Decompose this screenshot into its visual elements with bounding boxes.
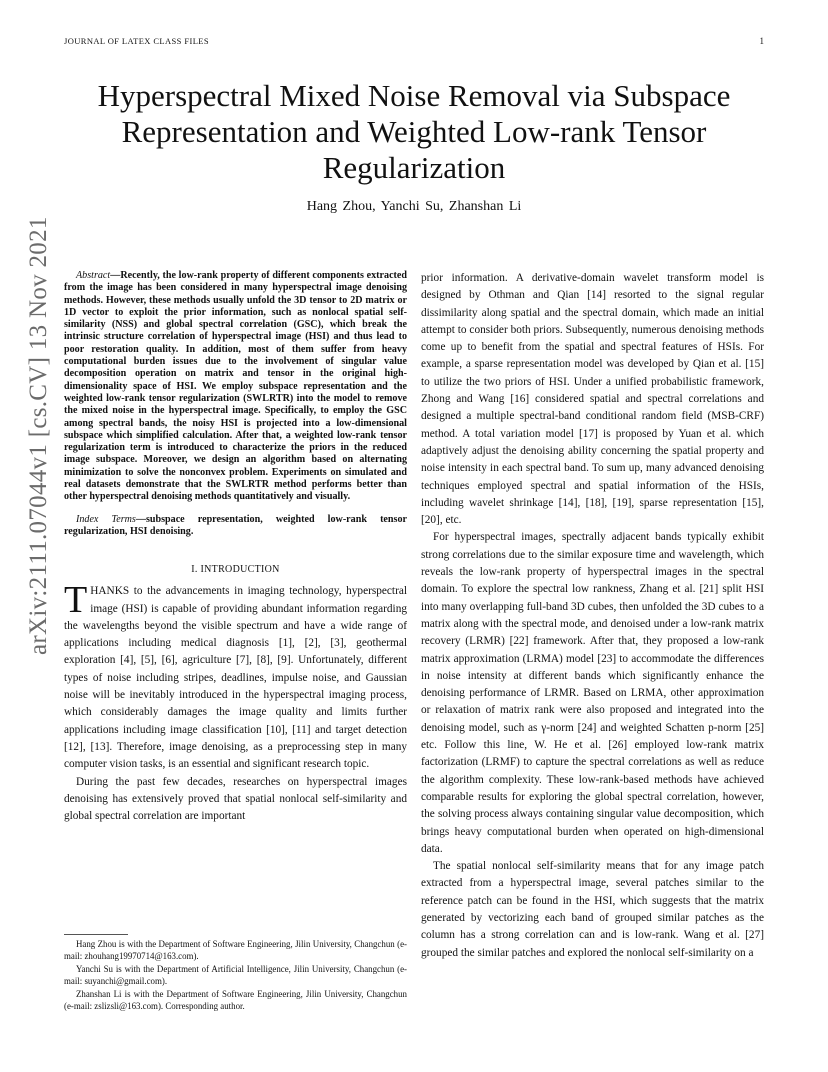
intro-paragraph-2: During the past few decades, researches on hyperspectral images denoising has extensively proved that spatial nonlocal self-similarity and global spectral correlation are important — [64, 775, 407, 823]
paper-title: Hyperspectral Mixed Noise Removal via Subspace Representation and Weighted Low-rank Tensor Regularization — [97, 78, 731, 185]
running-header: JOURNAL OF LATEX CLASS FILES — [64, 36, 210, 46]
footnote-divider — [64, 934, 128, 935]
section-heading: I. INTRODUCTION — [191, 564, 280, 576]
footnote-author-1: Hang Zhou is with the Department of Software Engineering, Jilin University, Changchun (e-mail: zhouhang19970714@163.com). — [64, 939, 407, 962]
footnote-author-2: Yanchi Su is with the Department of Artificial Intelligence, Jilin University, Changchun (e-mail: suyanchi@gmail.com). — [64, 963, 407, 987]
page-number: 1 — [759, 36, 764, 46]
right-column — [421, 270, 764, 962]
footnotes — [64, 938, 407, 1012]
left-column — [64, 270, 407, 825]
author-list: Hang Zhou, Yanchi Su, Zhanshan Li — [306, 199, 522, 214]
index-terms — [64, 514, 407, 539]
footnote-author-3: Zhanshan Li is with the Department of Software Engineering, Jilin University, Changchun (e-mail: zslizsli@163.com). Corresponding author. — [64, 988, 407, 1012]
intro-paragraph-1-text: HANKS to the advancements in imaging technology, hyperspectral image (HSI) is capable of providing abundant information regarding the wavelengths beyond the visible spectrum and have a wide range of applications including medical diagnosis [1], [2], [3], geothermal exploration [4], [5], [6], agriculture [7], [8], [9]. Unfortunately, different types of noise including stripes, deadlines, impulse noise, and Gaussian noise will be inevitably introduced in the hyperspectral imaging process, which considerably damages the image quality and limits further applications including image classification [10], [11] and target detection [12], [13]. Therefore, image denoising, as a preprocessing step in many computer vision tasks, is an essential and significant research topic. — [64, 585, 407, 771]
arxiv-identifier[interactable]: arXiv:2111.07044v1 [cs.CV] 13 Nov 2021 — [25, 216, 52, 655]
intro-paragraph-1 — [64, 579, 407, 773]
intro-paragraph-3: For hyperspectral images, spectrally adjacent bands typically exhibit strong correlations due to the similar exposure time and wavelength, which reveals the low-rank property of hyperspectral images in the spectral domain. To explore the spectral low rankness, Zhang et al. [21] split HSI into many overlapping full-band 3D cubes, then unfolded the 3D cubes to a matrix along with the spectral mode, and denoised under a low-rank matrix recovery (LRMR) [22] framework. After that, they proposed a low-rank matrix approximation (LRMA) model [23] to accommodate the differences in noise intensity at different bands which significantly enhance the denoising performance of LRMR. Based on LRMA, other approximation or relaxation of matrix rank were also proposed and integrated into the denoising model, such as γ-norm [24] and weighted Schatten p-norm [25] etc. Follow this line, W. He et al. [26] employed low-rank matrix factorization (LRMF) to capture the spectral correlations as well as reduce the algorithm complexity. These low-rank-based methods have achieved comparable results for exploring the global spectral correlation, however, the solving process always containing singular value decomposition, which brings heavy computational burden when operated on high-dimensional data. — [421, 531, 764, 855]
abstract — [64, 270, 407, 504]
intro-paragraph-2-continued: prior information. A derivative-domain wavelet transform model is designed by Othman and Qian [14] resorted to the signal regular dissimilarity along spatial and the spectral domain, which made an initial attempt to consider both priors. Subsequently, numerous denoising methods come up to benefit from the spatial and spectral features of HSIs. For example, a sparse representation model was developed by Qian et al. [15] to utilize the two priors of HSI. Under a unified probabilistic framework, Zhong and Wang [16] considered spatial and spectral correlations and designed a multiple spectral-band conditional random field (MSB-CRF) method. A total variation model [17] is proposed by Yuan et al. which adaptively adjust the denoising ability concerning the spatial property and noise intensity in each spectral band. To sum up, many advanced denoising techniques employed spectral and spatial information of the HSIs, including wavelet shrinkage [14], [18], [19], sparse representation [15], [20], etc. — [421, 272, 764, 527]
drop-cap: T — [64, 579, 88, 622]
index-terms-label: Index Terms — [76, 513, 136, 525]
abstract-label: Abstract — [76, 270, 111, 281]
index-terms-text: —subspace representation, weighted low-rank tensor regularization, HSI denoising. — [64, 513, 407, 537]
intro-paragraph-4: The spatial nonlocal self-similarity means that for any image patch extracted from a hyperspectral image, several patches similar to the reference patch can be found in the HSI, which suggests that the matrix generated by vectorizing each band of grouped similar patches as the column has a strong correlation can and is low-rank. Wang et al. [27] grouped the similar patches and explored the nonlocal self-similarity on a — [421, 860, 764, 959]
abstract-text: —Recently, the low-rank property of different components extracted from the image has been considered in many hyperspectral image denoising methods. However, these methods usually unfold the 3D tensor to 2D matrix or 1D vector to exploit the prior information, such as nonlocal spatial self-similarity (NSS) and global spectral correlation (GSC), which break the intrinsic structure correlation of hyperspectral image (HSI) and thus lead to poor restoration quality. In addition, most of them suffer from heavy computational burden issues due to the involvement of singular value decomposition operation on matrix and tensor in the original high-dimensionality space of HSI. We employ subspace representation and the weighted low-rank tensor regularization (SWLRTR) into the model to remove the mixed noise in the hyperspectral image. Specifically, to employ the GSC among spectral bands, the noisy HSI is projected into a low-dimensional subspace which simplified calculation. After that, a weighted low-rank tensor regularization term is introduced to characterize the priors in the reduced image subspace. Moreover, we design an algorithm based on alternating minimization to solve the nonconvex problem. Experiments on simulated and real datasets demonstrate that the SWLRTR method performs better than other hyperspectral denoising methods quantitatively and visually. — [64, 270, 407, 503]
